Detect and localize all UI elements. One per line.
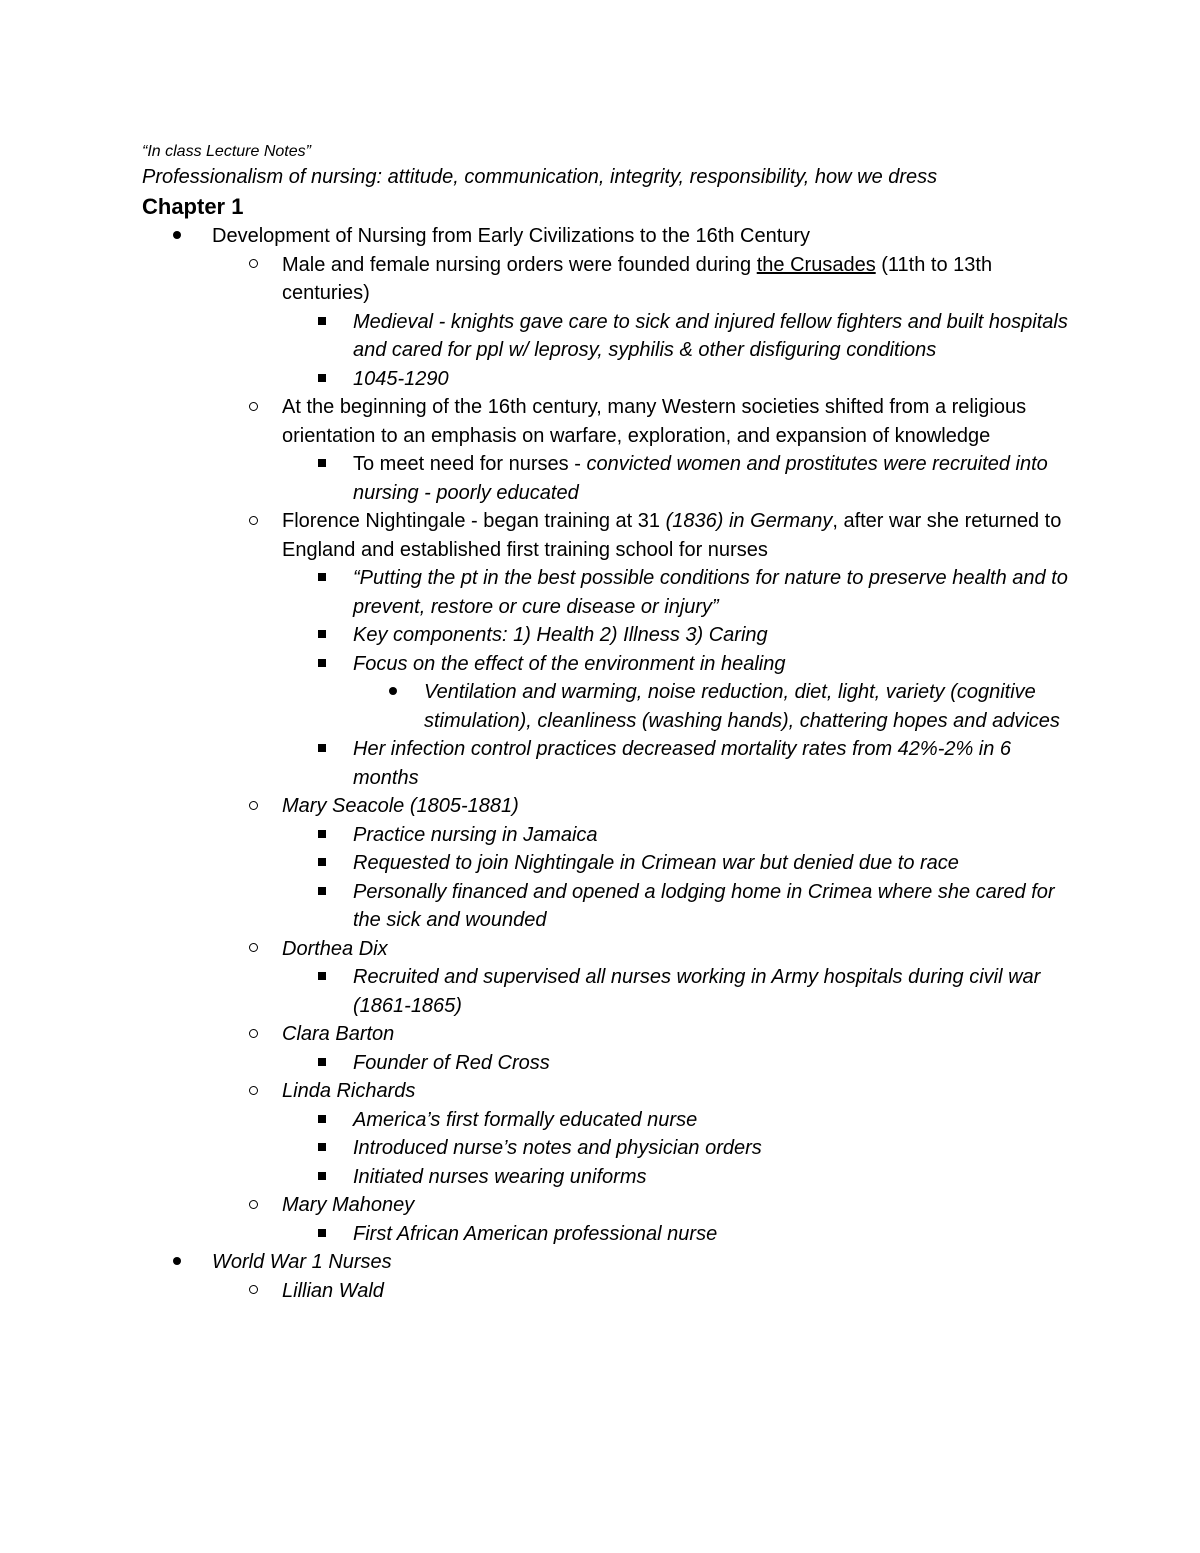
item-text-italic: convicted women and prostitutes were recruited into nursing - poorly educated (353, 453, 1048, 504)
bullet-square-icon (318, 849, 326, 878)
note-label: “In class Lecture Notes” (142, 143, 311, 160)
list-item (142, 365, 1072, 394)
item-text: To meet need for nurses - (353, 453, 587, 475)
item-text: , after war she returned to England and established first training school for nurses (282, 510, 1062, 561)
underlined-term: the Crusades (756, 253, 876, 276)
bullet-dot-icon (173, 1248, 181, 1277)
list-item (142, 507, 1072, 564)
list-item (142, 564, 1072, 621)
item-text: Medieval - knights gave care to sick and injured fellow fighters and built hospitals and cared for ppl w/ leprosy, syphilis & other disfiguring conditions (353, 310, 1068, 361)
bullet-ring-icon (249, 1277, 258, 1306)
item-text: “Putting the pt in the best possible conditions for nature to preserve health and to prevent, restore or cure disease or injury” (353, 567, 1068, 618)
list-item (142, 963, 1072, 1020)
list-item (142, 393, 1072, 450)
bullet-ring-icon (249, 1020, 258, 1049)
outline-list (142, 222, 1072, 1305)
bullet-square-icon (318, 1134, 326, 1163)
list-item (142, 1077, 1072, 1106)
bullet-ring-icon (249, 792, 258, 821)
item-text: Ventilation and warming, noise reduction, diet, light, variety (cognitive stimulation), cleanliness (washing hands), chattering hopes and advices (424, 681, 1060, 732)
list-item (142, 222, 1072, 251)
item-text: Practice nursing in Jamaica (353, 823, 598, 846)
list-item (142, 650, 1072, 679)
list-item (142, 308, 1072, 365)
bullet-square-icon (318, 1163, 326, 1192)
bullet-square-icon (318, 308, 326, 337)
item-text: Dorthea Dix (282, 937, 388, 960)
item-text-italic: (1836) in Germany (665, 510, 833, 532)
item-text: America’s first formally educated nurse (353, 1108, 698, 1131)
item-text: Initiated nurses wearing uniforms (353, 1165, 647, 1188)
bullet-dot-icon (173, 222, 181, 251)
list-item (142, 1248, 1072, 1277)
bullet-ring-icon (249, 1191, 258, 1220)
bullet-ring-icon (249, 935, 258, 964)
item-text: Male and female nursing orders were founded during (282, 253, 757, 276)
item-text: Introduced nurse’s notes and physician orders (353, 1137, 762, 1159)
bullet-square-icon (318, 1220, 326, 1249)
item-text: Lillian Wald (282, 1279, 384, 1302)
bullet-square-icon (318, 821, 326, 850)
item-text: Florence Nightingale - began training at 31 (282, 510, 666, 532)
item-text: Mary Mahoney (282, 1194, 415, 1216)
list-item (142, 1191, 1072, 1220)
list-item (142, 735, 1072, 792)
bullet-square-icon (318, 735, 326, 764)
item-text: Requested to join Nightingale in Crimean war but denied due to race (353, 852, 959, 874)
list-item (142, 1020, 1072, 1049)
item-text: Focus on the effect of the environment in healing (353, 652, 786, 675)
item-text: Founder of Red Cross (353, 1051, 550, 1074)
bullet-square-icon (318, 621, 326, 650)
bullet-square-icon (318, 1106, 326, 1135)
list-item (142, 1134, 1072, 1163)
bullet-square-icon (318, 1049, 326, 1078)
bullet-ring-icon (249, 393, 258, 422)
item-text: Her infection control practices decreased mortality rates from 42%-2% in 6 months (353, 738, 1012, 789)
list-item (142, 251, 1072, 308)
list-item (142, 849, 1072, 878)
item-text: Personally financed and opened a lodging home in Crimea where she cared for the sick and wounded (353, 880, 1055, 931)
document-content (142, 141, 1072, 1305)
item-text: Key components: 1) Health 2) Illness 3) Caring (353, 624, 768, 646)
bullet-square-icon (318, 963, 326, 992)
subtitle: Professionalism of nursing: attitude, communication, integrity, responsibility, how we dress (142, 166, 938, 188)
list-item (142, 1049, 1072, 1078)
bullet-square-icon (318, 564, 326, 593)
item-text: Mary Seacole (1805-1881) (282, 795, 519, 817)
item-text: 1045-1290 (353, 367, 449, 390)
item-text: Clara Barton (282, 1023, 395, 1045)
list-item (142, 450, 1072, 507)
bullet-dot-icon (389, 678, 397, 707)
list-item (142, 1220, 1072, 1249)
section-title: World War 1 Nurses (212, 1251, 392, 1273)
bullet-ring-icon (249, 251, 258, 280)
item-text: Linda Richards (282, 1080, 416, 1102)
bullet-square-icon (318, 878, 326, 907)
list-item (142, 878, 1072, 935)
bullet-square-icon (318, 450, 326, 479)
list-item (142, 1277, 1072, 1306)
chapter-heading: Chapter 1 (142, 194, 244, 219)
list-item (142, 935, 1072, 964)
section-title: Development of Nursing from Early Civilizations to the 16th Century (212, 225, 811, 247)
item-text: At the beginning of the 16th century, many Western societies shifted from a religious orientation to an emphasis on warfare, exploration, and expansion of knowledge (282, 396, 1027, 447)
bullet-ring-icon (249, 1077, 258, 1106)
list-item (142, 621, 1072, 650)
list-item (142, 792, 1072, 821)
list-item (142, 1106, 1072, 1135)
list-item (142, 678, 1072, 735)
item-text: Recruited and supervised all nurses working in Army hospitals during civil war (1861-1865) (353, 966, 1041, 1017)
list-item (142, 1163, 1072, 1192)
item-text: (11th to 13th centuries) (282, 253, 993, 304)
list-item (142, 821, 1072, 850)
item-text: First African American professional nurse (353, 1222, 718, 1245)
bullet-ring-icon (249, 507, 258, 536)
bullet-square-icon (318, 365, 326, 394)
bullet-square-icon (318, 650, 326, 679)
